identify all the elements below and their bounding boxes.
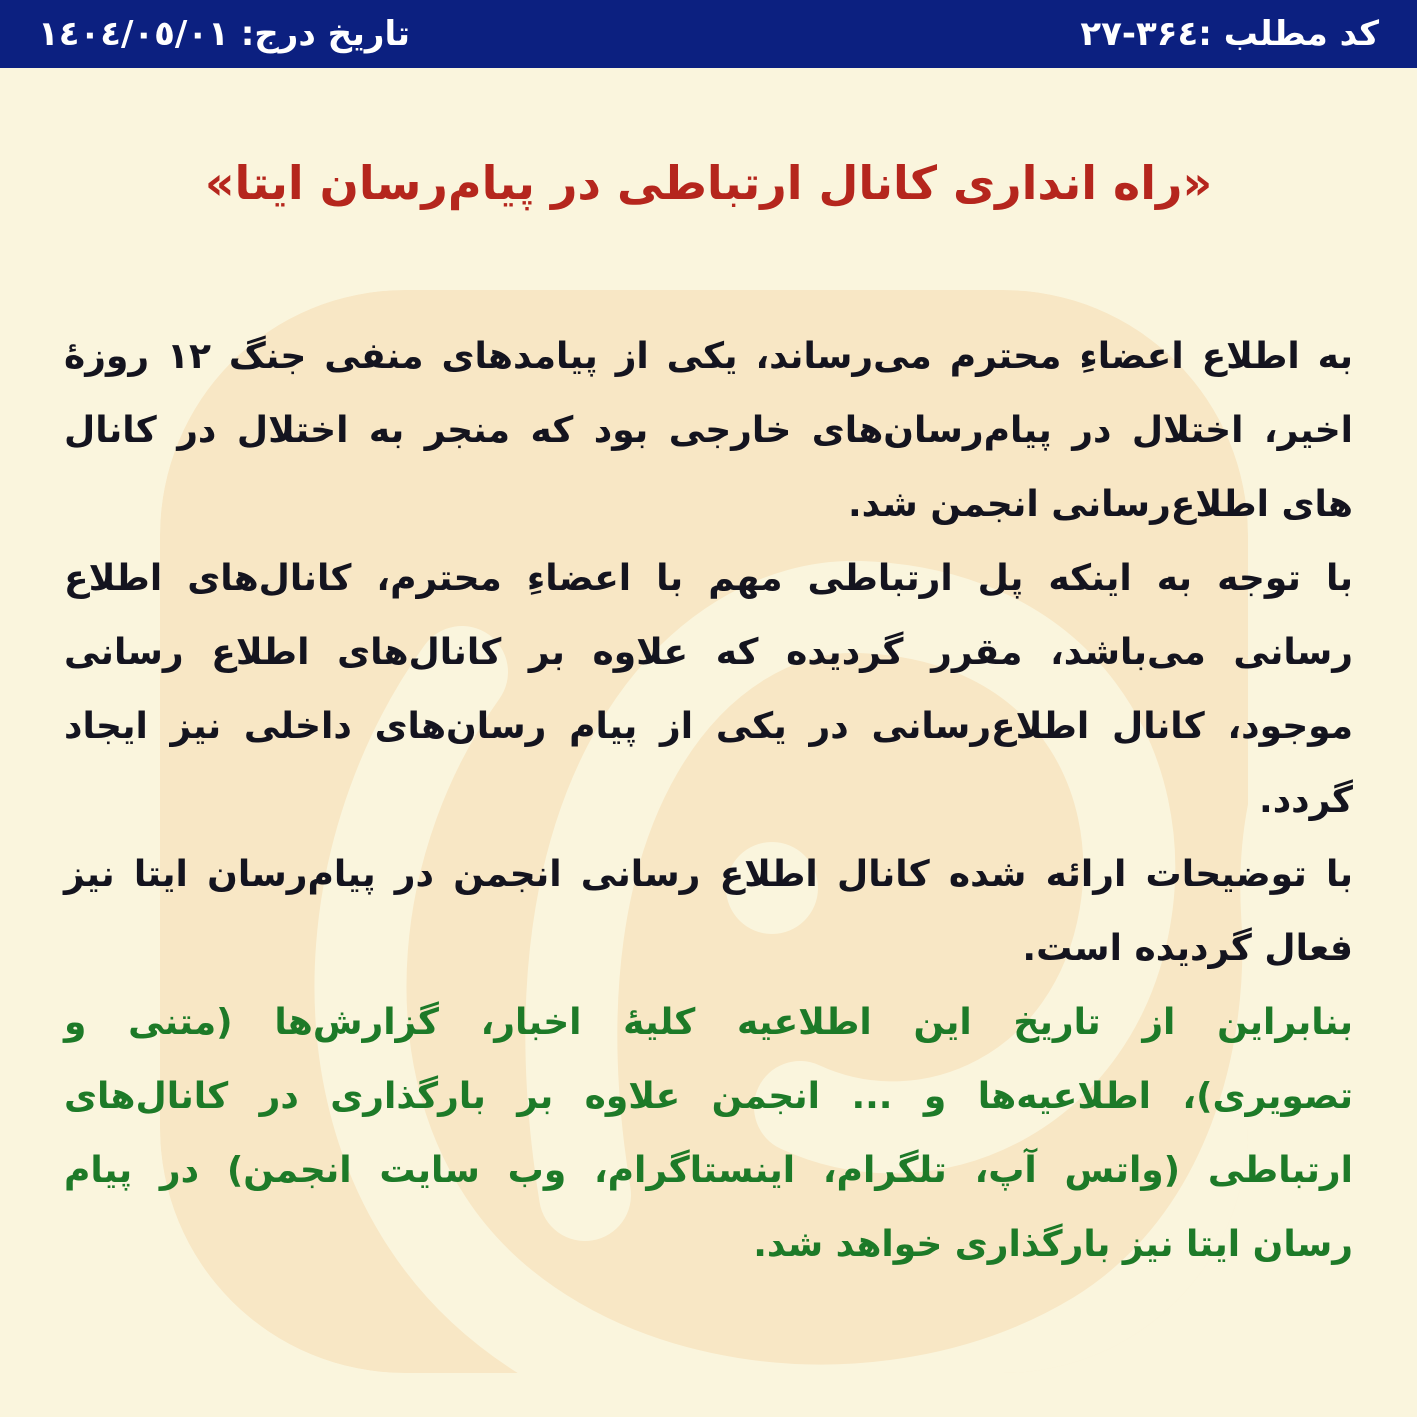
body-line: با توضیحات ارائه شده کانال اطلاع رسانی انجمن در پیام‌رسان ایتا نیز <box>64 854 1353 895</box>
body-line: ارتباطی (واتس آپ، تلگرام، اینستاگرام، وب سایت انجمن) در پیام <box>64 1150 1353 1191</box>
body-line: گردد. <box>1259 780 1353 821</box>
paragraph-3 <box>64 838 1353 986</box>
body-line: با توجه به اینکه پل ارتباطی مهم با اعضاءِ محترم، کانال‌های اطلاع <box>64 558 1353 599</box>
paragraph-4-highlight <box>64 986 1353 1282</box>
body-line: رسان ایتا نیز بارگذاری خواهد شد. <box>753 1224 1353 1265</box>
body-line: های اطلاع‌رسانی انجمن شد. <box>847 484 1353 525</box>
top-bar <box>0 0 1417 68</box>
body-line: بنابراین از تاریخ این اطلاعیه کلیهٔ اخبار، گزارش‌ها (متنی و <box>64 1002 1353 1043</box>
body-line: فعال گردیده است. <box>1022 928 1353 969</box>
body-line: اخیر، اختلال در پیام‌رسان‌های خارجی بود که منجر به اختلال در کانال <box>64 410 1353 451</box>
article-code-label: کد مطلب :٣۶٤-٢٧ <box>1080 14 1379 54</box>
paragraph-1 <box>64 320 1353 542</box>
body-line: تصویری)، اطلاعیه‌ها و ... انجمن علاوه بر بارگذاری در کانال‌های <box>64 1076 1353 1117</box>
page-title: «راه انداری کانال ارتباطی در پیام‌رسان ایتا» <box>204 156 1213 210</box>
body-line: به اطلاع اعضاءِ محترم می‌رساند، یکی از پیامدهای منفی جنگ ١٢ روزهٔ <box>64 336 1353 377</box>
paragraph-2 <box>64 542 1353 838</box>
announcement-body <box>64 320 1353 1282</box>
body-line: رسانی می‌باشد، مقرر گردیده که علاوه بر کانال‌های اطلاع رسانی <box>64 632 1353 673</box>
body-line: موجود، کانال اطلاع‌رسانی در یکی از پیام رسان‌های داخلی نیز ایجاد <box>64 706 1353 747</box>
publish-date-label: تاریخ درج: ١٤٠٤/٠٥/٠١ <box>38 14 411 54</box>
